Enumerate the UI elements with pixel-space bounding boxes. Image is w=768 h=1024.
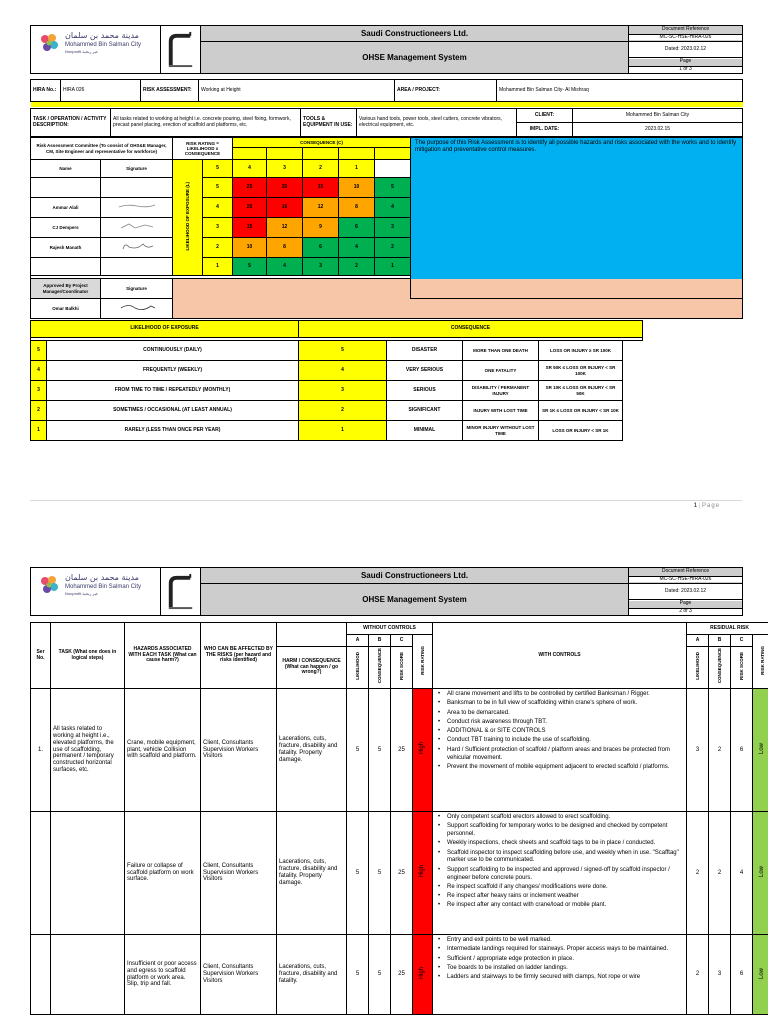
signature-image <box>117 221 157 231</box>
name-header: Name <box>31 160 101 178</box>
matrix-cell: 1 <box>375 258 411 276</box>
page-2 <box>0 555 768 1024</box>
matrix-cell: 8 <box>339 198 375 218</box>
doc-ref-label: Document Reference <box>629 27 742 35</box>
control-item: • Entry and exit points to be well marked. <box>435 937 684 945</box>
cons-col-3: 3 <box>267 160 303 178</box>
mbs-city-logo-icon <box>38 574 60 596</box>
risk-assessment-label: RISK ASSESSMENT: <box>141 80 199 102</box>
consequence-header: CONSEQUENCE (C) <box>233 138 411 148</box>
legend-c-text: MINIMAL <box>387 421 463 441</box>
risk-assessment-value: Working at Height <box>199 80 395 102</box>
matrix-cell: 5 <box>233 258 267 276</box>
control-item: • Weekly inspections, check sheets and scaffold tags to be in place / conducted. <box>435 840 684 848</box>
control-item: • Area to be demarcated. <box>435 710 684 718</box>
legend-l-text: CONTINUOUSLY (DAILY) <box>47 341 299 361</box>
res-consequence-value: 3 <box>709 935 731 1015</box>
tools-value: Various hand tools, power tools, steel cutters, concrete vibrators, electrical equipment, etc. <box>357 109 517 137</box>
purpose-text: The purpose of this Risk Assessment is to identify all possible hazards and risks associated with the works and to identify mitigation and preventative control measures. <box>411 138 743 299</box>
page-label: Page <box>629 59 742 67</box>
member-signature <box>101 198 173 218</box>
control-item: • Support scaffolding for temporary works to be designed and checked by competent personnel. <box>435 823 684 839</box>
legend-cost: SR 50K ≤ LOSS OR INJURY < SR 100K <box>539 361 623 381</box>
consequence-value: 5 <box>369 935 391 1015</box>
legend-people: DISABILITY / PERMANENT INJURY <box>463 381 539 401</box>
control-item: • Re inspect after heavy rains or inclement weather <box>435 893 684 901</box>
legend-l-text: SOMETIMES / OCCASIONAL (AT LEAST ANNUAL) <box>47 401 299 421</box>
task-value: All tasks related to working at height i.e. concrete pouring, steel fixing, formwork, precast panel placing, erection of scaffold and platforms, etc. <box>111 109 301 137</box>
col-who: WHO CAN BE AFFECTED BY THE RISKS (per hazard and risks identified) <box>201 623 277 689</box>
matrix-cell: 6 <box>303 238 339 258</box>
control-item: • Scaffold inspector to inspect scaffolding before use, and weekly when in use. "Scafftag" marker use to be communicated. <box>435 850 684 866</box>
committee-member: CJ Dempers <box>31 218 101 238</box>
task-label: TASK / OPERATION / ACTIVITY DESCRIPTION: <box>31 109 111 137</box>
matrix-cell: 20 <box>267 178 303 198</box>
col-hazards: HAZARDS ASSOCIATED WITH EACH TASK (What can cause harm?) <box>125 623 201 689</box>
logo-tag: Nonprofit غير ربحية <box>65 591 98 596</box>
control-item: • Conduct TBT training to include the use of scaffolding. <box>435 737 684 745</box>
hira-no: HIRA 026 <box>61 80 141 102</box>
footer-divider <box>30 500 742 501</box>
legend-c-text: VERY SERIOUS <box>387 361 463 381</box>
likelihood-value: 5 <box>347 689 369 812</box>
page-footer: 1 | Page <box>693 503 720 509</box>
matrix-cell: 4 <box>339 238 375 258</box>
control-item: • Prevent the movement of mobile equipment adjacent to erected scaffold / platforms. <box>435 764 684 772</box>
control-item: • Sufficient / appropriate edge protection in place. <box>435 956 684 964</box>
task-text <box>51 935 125 1015</box>
controls-list <box>435 937 684 982</box>
ser-no: 1. <box>31 689 51 812</box>
matrix-cell: 2 <box>339 258 375 276</box>
approved-label: Approved By Project Manager/Coordinator <box>31 279 101 299</box>
scl-logo-icon <box>161 26 200 73</box>
legend-c-text: SIGNIFICANT <box>387 401 463 421</box>
matrix-cell: 5 <box>375 178 411 198</box>
harm-text: Lacerations, cuts, fracture, disability and fatality. Property damage. <box>277 812 347 935</box>
company-name: Saudi Constructioneers Ltd. <box>201 568 629 584</box>
legend-l: 5 <box>31 341 47 361</box>
res-likelihood-value: 2 <box>687 935 709 1015</box>
likelihood-value: 5 <box>347 935 369 1015</box>
res-risk-rating-value: Low <box>759 866 766 878</box>
task-text: All tasks related to working at height i.e., elevated platforms, the use of scaffolding, permanent / temporary constructed horizontal surfaces, etc. <box>51 689 125 812</box>
ser-no <box>31 935 51 1015</box>
legend-c-text: SERIOUS <box>387 381 463 401</box>
consequence-header: CONSEQUENCE <box>376 648 382 684</box>
matrix-cell: 3 <box>375 218 411 238</box>
harm-text: Lacerations, cuts, fracture, disability and fatality. <box>277 935 347 1015</box>
control-item: • Re inspect after any contact with crane/load or mobile plant. <box>435 902 684 910</box>
dated: Dated: 2023.02.12 <box>629 584 743 600</box>
res-consequence-value: 2 <box>709 689 731 812</box>
document-header <box>30 25 743 74</box>
matrix-cell: 25 <box>233 178 267 198</box>
matrix-cell: 15 <box>303 178 339 198</box>
matrix-cell: 9 <box>303 218 339 238</box>
legend-l-text: FROM TIME TO TIME / REPEATEDLY (MONTHLY) <box>47 381 299 401</box>
client-logo <box>31 568 161 616</box>
res-risk-score-value: 6 <box>731 935 753 1015</box>
member-signature <box>101 218 173 238</box>
page-count: 2 of 3 <box>679 607 692 614</box>
legend-people: INJURY WITH LOST TIME <box>463 401 539 421</box>
task-table <box>30 108 743 137</box>
control-item: • Toe boards to be installed on ladder landings. <box>435 965 684 973</box>
matrix-cell: 12 <box>303 198 339 218</box>
mbs-city-logo-icon <box>38 32 60 54</box>
company-name: Saudi Constructioneers Ltd. <box>201 26 629 42</box>
logo-arabic: مدينة محمد بن سلمان <box>65 573 139 582</box>
col-b: B <box>369 635 391 647</box>
signature-image <box>117 302 157 312</box>
res-risk-score-value: 4 <box>731 812 753 935</box>
legend-l: 2 <box>31 401 47 421</box>
company-logo <box>161 26 201 74</box>
control-item: • All crane movement and lifts to be controlled by certified Banksman / Rigger. <box>435 691 684 699</box>
impl-date-value: 2023.02.15 <box>573 123 743 137</box>
ser-no <box>31 812 51 935</box>
committee-member: Ammar Alali <box>31 198 101 218</box>
consequence-value: 5 <box>369 689 391 812</box>
harm-text: Lacerations, cuts, fracture, disability and fatality. Property damage. <box>277 689 347 812</box>
page-word: Page <box>701 503 720 509</box>
consequence-value: 5 <box>369 812 391 935</box>
with-controls: WITH CONTROLS <box>433 623 687 689</box>
likelihood-header: LIKELIHOOD <box>354 652 360 680</box>
control-item: • Hard / Sufficient protection of scaffold / platform areas and braces be protected from vehicular movement. <box>435 747 684 763</box>
likelihood-value: 5 <box>347 812 369 935</box>
matrix-l-3: 3 <box>203 218 233 238</box>
member-signature <box>101 238 173 258</box>
matrix-cell: 20 <box>233 198 267 218</box>
doc-ref: MC-SC-HSE-HIRA-026 <box>629 35 742 41</box>
res-risk-rating-header: RISK RATING <box>759 645 765 675</box>
control-item: • Re inspect scaffold if any changes/ modifications were done. <box>435 884 684 892</box>
legend-c: 3 <box>299 381 387 401</box>
committee-member: Rajesh Manath <box>31 238 101 258</box>
matrix-cell: 4 <box>375 198 411 218</box>
matrix-cell: 15 <box>233 218 267 238</box>
signature-header: Signature <box>101 160 173 178</box>
control-item: • Banksman to be in full view of scaffolding within crane's sphere of work. <box>435 700 684 708</box>
risk-rating-value: High <box>419 865 426 878</box>
hazard-text: Failure or collapse of scaffold platform on work surface. <box>125 812 201 935</box>
legend-l-text: FREQUENTLY (WEEKLY) <box>47 361 299 381</box>
matrix-l-1: 1 <box>203 258 233 276</box>
legend-likelihood-title: LIKELIHOOD OF EXPOSURE <box>31 321 299 338</box>
matrix-l-2: 2 <box>203 238 233 258</box>
controls-list <box>435 814 684 910</box>
res-likelihood-header: LIKELIHOOD <box>694 652 700 680</box>
legend-cost: LOSS OR INJURY ≥ SR 100K <box>539 341 623 361</box>
system-name: OHSE Management System <box>201 584 629 616</box>
legend-people: MORE THAN ONE DEATH <box>463 341 539 361</box>
risk-score-value: 25 <box>391 812 413 935</box>
risk-score-value: 25 <box>391 935 413 1015</box>
legend-l: 4 <box>31 361 47 381</box>
res-col-c: C <box>731 635 753 647</box>
matrix-l-5: 5 <box>203 178 233 198</box>
legend-cost: SR 1K ≤ LOSS OR INJURY < SR 10K <box>539 401 623 421</box>
impl-date-label: IMPL. DATE: <box>517 123 573 137</box>
matrix-cell: 16 <box>267 198 303 218</box>
matrix-l-4: 4 <box>203 198 233 218</box>
matrix-cell: 4 <box>267 258 303 276</box>
signature-image <box>117 201 157 211</box>
legend-table <box>30 320 643 341</box>
legend-cost: SR 10K ≤ LOSS OR INJURY < SR 50K <box>539 381 623 401</box>
system-name: OHSE Management System <box>201 42 629 74</box>
legend-cost: LOSS OR INJURY < SR 1K <box>539 421 623 441</box>
legend-people: ONE FATALITY <box>463 361 539 381</box>
logo-name: Mohammed Bin Salman City <box>65 584 142 590</box>
legend-c: 4 <box>299 361 387 381</box>
control-item: • ADDITIONAL & or SITE CONTROLS <box>435 728 684 736</box>
area-value: Mohammed Bin Salman City- Al Mishraq <box>497 80 743 102</box>
task-text <box>51 812 125 935</box>
cons-col-2: 2 <box>303 160 339 178</box>
approver-name: Omar Balkhi <box>31 299 101 319</box>
document-header <box>30 567 743 616</box>
legend-c: 5 <box>299 341 387 361</box>
area-label: AREA / PROJECT: <box>395 80 497 102</box>
page-number: 1 <box>693 503 698 509</box>
cons-col-1: 1 <box>339 160 375 178</box>
table-row <box>31 812 768 935</box>
client-logo <box>31 26 161 74</box>
logo-tag: Nonprofit غير ربحية <box>65 49 98 54</box>
without-controls: WITHOUT CONTROLS <box>347 623 433 635</box>
logo-arabic: مدينة محمد بن سلمان <box>65 31 139 40</box>
likelihood-axis-label: LIKELIHOOD OF EXPOSURE (L) <box>184 181 190 251</box>
risk-score-header: RISK SCORE <box>398 652 404 681</box>
risk-rating-header: RISK RATING <box>419 645 425 675</box>
who-text: Client, Consultants Supervision Workers Visitors <box>201 812 277 935</box>
legend-consequence-title: CONSEQUENCE <box>299 321 643 338</box>
hazard-text: Crane, mobile equipment, plant, vehicle Collision with scaffold and platform. <box>125 689 201 812</box>
signature-image <box>117 241 157 251</box>
controls-list <box>435 691 684 772</box>
res-col-a: A <box>687 635 709 647</box>
hira-label: HIRA No.: <box>31 80 61 102</box>
matrix-cell: 3 <box>303 258 339 276</box>
who-text: Client, Consultants Supervision Workers Visitors <box>201 935 277 1015</box>
risk-matrix-table <box>30 137 743 319</box>
info-table <box>30 79 743 107</box>
client-value: Mohammed Bin Salman City <box>573 109 743 123</box>
residual-risk: RESIDUAL RISK <box>687 623 768 635</box>
control-item: • Ladders and stairways to be firmly secured with clamps, Not rope or wire <box>435 974 684 982</box>
matrix-cell: 6 <box>339 218 375 238</box>
cons-col-5: 5 <box>203 160 233 178</box>
matrix-cell: 12 <box>267 218 303 238</box>
client-label: CLIENT: <box>517 109 573 123</box>
matrix-cell: 8 <box>267 238 303 258</box>
tools-label: TOOLS & EQUIPMENT IN USE: <box>301 109 357 137</box>
col-c: C <box>391 635 413 647</box>
matrix-cell: 10 <box>233 238 267 258</box>
control-item: • Conduct risk awareness through TBT. <box>435 719 684 727</box>
logo-name: Mohammed Bin Salman City <box>65 42 142 48</box>
page-label: Page <box>629 601 742 609</box>
matrix-cell: 10 <box>339 178 375 198</box>
page-count: 1 of 3 <box>679 65 692 72</box>
legend-l: 1 <box>31 421 47 441</box>
table-row <box>31 935 768 1015</box>
company-logo <box>161 568 201 616</box>
col-ser: Ser No. <box>31 623 51 689</box>
res-likelihood-value: 2 <box>687 812 709 935</box>
cons-col-4: 4 <box>233 160 267 178</box>
assessment-table <box>30 622 768 1015</box>
col-task: TASK (What one does in logical steps) <box>51 623 125 689</box>
risk-score-value: 25 <box>391 689 413 812</box>
col-a: A <box>347 635 369 647</box>
res-risk-score-header: RISK SCORE <box>738 652 744 681</box>
legend-l: 3 <box>31 381 47 401</box>
control-item: • Support scaffolding to be inspected and approved / signed-off by scaffold inspector / engineer before concrete pours. <box>435 867 684 883</box>
risk-rating-label: RISK RATING = LIKELIHOOD x CONSEQUENCE <box>173 138 233 160</box>
col-harm: HARM / CONSEQUENCE (What can happen / go wrong?) <box>277 647 347 689</box>
matrix-cell: 2 <box>375 238 411 258</box>
legend-c: 1 <box>299 421 387 441</box>
dated: Dated: 2023.02.12 <box>629 42 743 58</box>
legend-c: 2 <box>299 401 387 421</box>
control-item: • Only competent scaffold erectors allowed to erect scaffolding. <box>435 814 684 822</box>
table-row <box>31 689 768 812</box>
who-text: Client, Consultants Supervision Workers Visitors <box>201 689 277 812</box>
res-risk-rating-value: Low <box>759 967 766 979</box>
legend-c-text: DISASTER <box>387 341 463 361</box>
res-consequence-header: CONSEQUENCE <box>716 648 722 684</box>
hazard-text: Insufficient or poor access and egress to scaffold platform or work area. Slip, trip and fall. <box>125 935 201 1015</box>
approved-signature-label: Signature <box>101 279 173 299</box>
legend-people: MINOR INJURY WITHOUT LOST TIME <box>463 421 539 441</box>
approver-signature <box>101 299 173 319</box>
doc-ref-label: Document Reference <box>629 569 742 577</box>
res-risk-rating-value: Low <box>759 743 766 755</box>
res-consequence-value: 2 <box>709 812 731 935</box>
risk-rating-value: High <box>419 742 426 755</box>
doc-ref: MC-SC-HSE-HIRA-026 <box>629 577 742 583</box>
res-likelihood-value: 3 <box>687 689 709 812</box>
control-item: • Intermediate landings required for stairways. Proper access ways to be maintained. <box>435 946 684 954</box>
res-col-b: B <box>709 635 731 647</box>
scl-logo-icon <box>161 568 200 615</box>
committee-title: Risk Assessment Committee (To consist of OHS&E Manager, CM, Site Engineer and representative for workforce) <box>31 138 173 160</box>
legend-l-text: RARELY (LESS THAN ONCE PER YEAR) <box>47 421 299 441</box>
res-risk-score-value: 6 <box>731 689 753 812</box>
risk-rating-value: High <box>419 966 426 980</box>
legend-rows <box>30 340 623 441</box>
